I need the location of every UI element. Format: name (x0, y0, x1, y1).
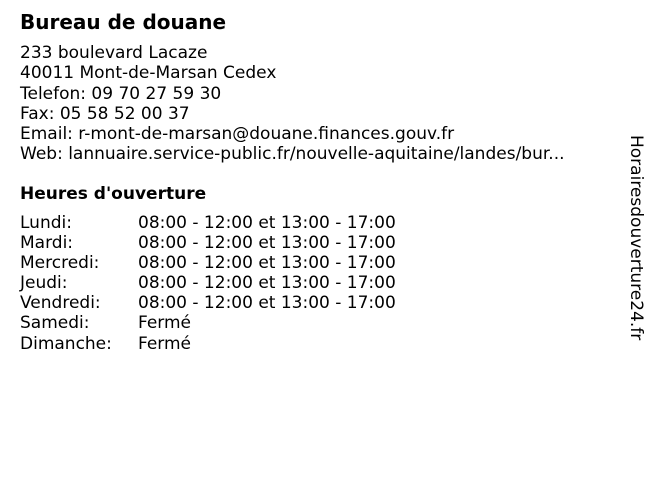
day-hours: 08:00 - 12:00 et 13:00 - 17:00 (138, 253, 396, 274)
address-street: 233 boulevard Lacaze (20, 43, 208, 63)
hours-row-thursday (20, 273, 440, 293)
day-hours: Fermé (138, 333, 192, 354)
day-label: Mardi: (20, 233, 74, 254)
hours-row-wednesday (20, 253, 440, 273)
day-label: Dimanche: (20, 333, 112, 354)
site-watermark: Horairesdouverture24.fr (626, 135, 646, 341)
day-hours: 08:00 - 12:00 et 13:00 - 17:00 (138, 293, 396, 314)
day-label: Vendredi: (20, 293, 101, 314)
hours-row-friday (20, 293, 440, 313)
contact-block (20, 43, 565, 165)
day-hours: Fermé (138, 313, 192, 334)
hours-row-saturday (20, 313, 440, 333)
email-address: Email: r-mont-de-marsan@douane.finances.gouv.fr (20, 124, 455, 145)
website-url: Web: lannuaire.service-public.fr/nouvelle-aquitaine/landes/bur... (20, 144, 565, 165)
day-label: Samedi: (20, 313, 90, 334)
fax-number: Fax: 05 58 52 00 37 (20, 103, 190, 124)
day-hours: 08:00 - 12:00 et 13:00 - 17:00 (138, 273, 396, 294)
day-hours: 08:00 - 12:00 et 13:00 - 17:00 (138, 233, 396, 254)
hours-heading: Heures d'ouverture (20, 184, 207, 204)
hours-row-tuesday (20, 233, 440, 253)
day-hours: 08:00 - 12:00 et 13:00 - 17:00 (138, 213, 396, 233)
day-label: Mercredi: (20, 253, 100, 274)
day-label: Jeudi: (20, 273, 68, 294)
hours-row-sunday (20, 334, 440, 354)
address-city: 40011 Mont-de-Marsan Cedex (20, 63, 277, 84)
phone-number: Telefon: 09 70 27 59 30 (20, 83, 222, 104)
hours-table (20, 213, 440, 354)
hours-row-monday (20, 213, 440, 233)
day-label: Lundi: (20, 213, 72, 233)
page-title: Bureau de douane (20, 10, 227, 34)
